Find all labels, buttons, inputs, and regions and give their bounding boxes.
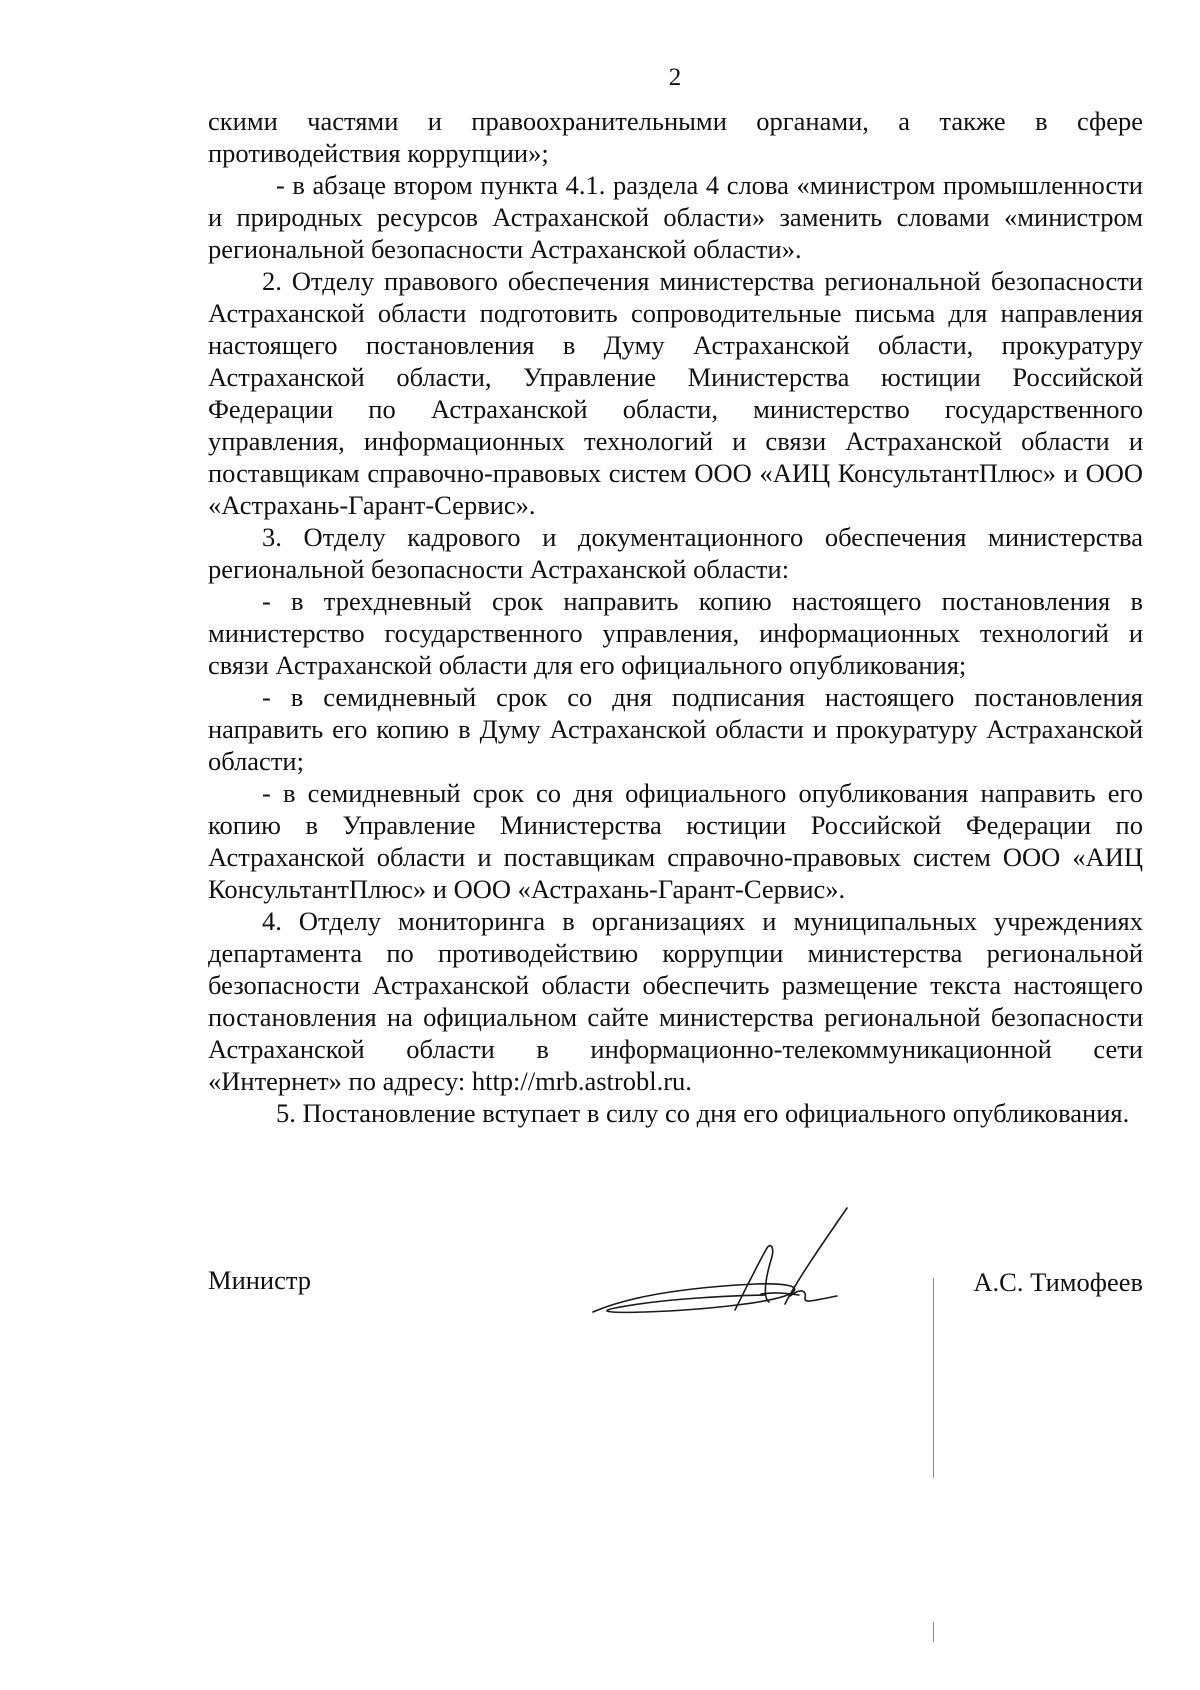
- paragraph: - в абзаце втором пункта 4.1. раздела 4 слова «министром промышленности и природных ресурсов Астраханской области» заменить словами «министром региональной безопасности Астраханской области».: [208, 170, 1143, 264]
- signer-position: Министр: [208, 1265, 312, 1295]
- paragraph: 4. Отделу мониторинга в организациях и муниципальных учреждениях департамента по противодействию коррупции министерства региональной безопасности Астраханской области обеспечить размещение текста настоящего постановления на официальном сайте министерства региональной безопасности Астраханской области в информационно-телекоммуникационной сети «Интернет» по адресу: http://mrb.astrobl.ru.: [208, 906, 1143, 1096]
- signer-name: А.С. Тимофеев: [973, 1267, 1143, 1297]
- paragraph: - в семидневный срок со дня официального опубликования направить его копию в Управление Министерства юстиции Российской Федерации по Астраханской области и поставщикам справочно-правовых систем ООО «АИЦ КонсультантПлюс» и ООО «Астрахань-Гарант-Сервис».: [208, 778, 1143, 904]
- paragraph: - в трехдневный срок направить копию настоящего постановления в министерство государственного управления, информационных технологий и связи Астраханской области для его официального опубликования;: [208, 586, 1143, 680]
- paragraph: - в семидневный срок со дня подписания настоящего постановления направить его копию в Думу Астраханской области и прокуратуру Астраханской области;: [208, 682, 1143, 776]
- scan-divider-line: [933, 1622, 934, 1642]
- scan-divider-line: [933, 1278, 934, 1478]
- page-number: 2: [668, 64, 682, 91]
- paragraph: скими частями и правоохранительными органами, а также в сфере противодействия коррупции»;: [208, 106, 1143, 168]
- paragraph: 3. Отделу кадрового и документационного обеспечения министерства региональной безопасности Астраханской области:: [208, 522, 1143, 584]
- paragraph: 5. Постановление вступает в силу со дня его официального опубликования.: [276, 1098, 1130, 1128]
- paragraph: 2. Отделу правового обеспечения министерства региональной безопасности Астраханской области подготовить сопроводительные письма для направления настоящего постановления в Думу Астраханской области, прокуратуру Астраханской области, Управление Министерства юстиции Российской Федерации по Астраханской области, министерство государственного управления, информационных технологий и связи Астраханской области и поставщикам справочно-правовых систем ООО «АИЦ КонсультантПлюс» и ООО «Астрахань-Гарант-Сервис».: [208, 266, 1143, 520]
- document-body: [208, 105, 1143, 1129]
- signature-block: [208, 1265, 1143, 1345]
